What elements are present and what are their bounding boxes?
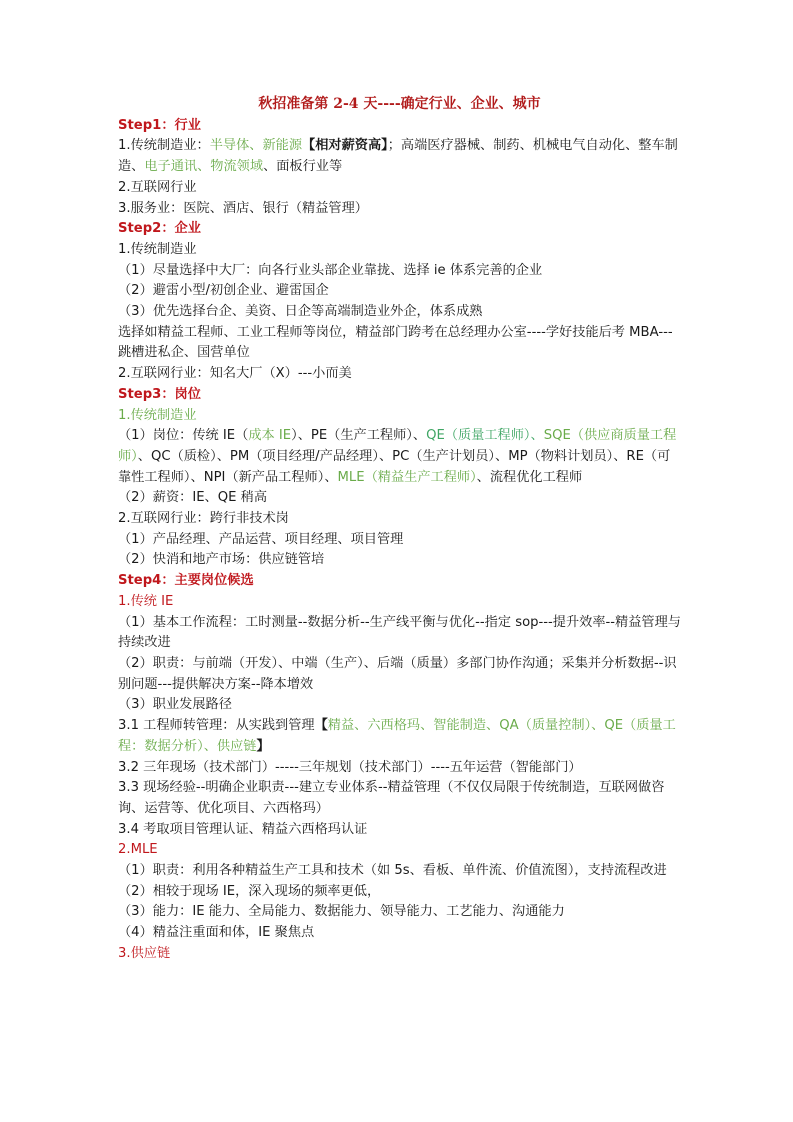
step4-bracket-close: 】	[256, 738, 270, 754]
page-title: 秋招准备第 2-4 天----确定行业、企业、城市	[258, 96, 541, 112]
step1-heading: Step1：行业	[118, 117, 201, 133]
step3-cost-ie: 成本 IE	[248, 428, 292, 444]
step1-line-1-d: ；高端医疗器械、制药、机械电气自动化、整车制造、	[118, 138, 678, 175]
step3-line-2	[118, 426, 681, 488]
step2-line-5: 选择如精益工程师、工业工程师等岗位，精益部门跨考在总经理办公室----学好技能后考 MBA---跳槽进私企、国营单位	[118, 324, 673, 361]
step4-ie-line-2: （2）职责：与前端（开发）、中端（生产）、后端（质量）多部门协作沟通；采集并分析数据--识别问题---提供解决方案--降本增效	[118, 655, 677, 692]
step3-mle: MLE（精益生产工程师）	[337, 469, 477, 485]
step4-supply-chain-heading: 3.供应链	[118, 945, 171, 961]
step3-line-6: （2）快消和地产市场：供应链管培	[118, 552, 325, 568]
step3-line-1: 1.传统制造业	[118, 407, 197, 423]
step4-mle-line-4: （4）精益注重面和体，IE 聚焦点	[118, 925, 315, 941]
step1-line-2: 2.互联网行业	[118, 179, 197, 195]
step4-management-fields: 精益、六西格玛、智能制造、QA（质量控制）、QE（质量工程：数据分析）、供应链	[118, 718, 676, 754]
step4-mle-line-1: （1）职责：利用各种精益生产工具和技术（如 5s、看板、单件流、价值流图），支持流程改进	[118, 863, 667, 879]
step4-ie-line-5: 3.2 三年现场（技术部门）-----三年规划（技术部门）----五年运营（智能部门）	[118, 759, 582, 775]
step4-ie-line-7: 3.4 考取项目管理认证、精益六西格玛认证	[118, 821, 368, 837]
step4-mle-line-2: （2）相较于现场 IE，深入现场的频率更低，	[118, 883, 381, 899]
step3-line-3: （2）薪资：IE、QE 稍高	[118, 490, 268, 506]
step1-salary-note: 【相对薪资高】	[302, 138, 388, 154]
step3-line-2-g: 、QC（质检）、PM（项目经理/产品经理）、PC（生产计划员）、MP（物料计划员）、RE（可靠性工程师）、NPI（新产品工程师）、	[118, 448, 671, 485]
step2-line-6: 2.互联网行业：知名大厂（X）---小而美	[118, 366, 352, 382]
step4-ie-line-3: （3）职业发展路径	[118, 697, 232, 713]
step3-line-5: （1）产品经理、产品运营、项目经理、项目管理	[118, 531, 404, 547]
step4-mle-heading: 2.MLE	[118, 842, 158, 858]
step1-line-3: 3.服务业：医院、酒店、银行（精益管理）	[118, 200, 368, 216]
step2-line-4: （3）优先选择台企、美资、日企等高端制造业外企，体系成熟	[118, 304, 483, 320]
step4-ie-line-1: （1）基本工作流程：工时测量--数据分析--生产线平衡与优化--指定 sop---提升效率--精益管理与持续改进	[118, 614, 681, 651]
step4-ie-line-4	[118, 716, 681, 757]
step3-line-4: 2.互联网行业：跨行非技术岗	[118, 511, 289, 527]
step1-line-1	[118, 136, 681, 177]
step2-heading: Step2：企业	[118, 221, 201, 237]
step3-heading: Step3：岗位	[118, 386, 201, 402]
step4-bracket-open: 【	[314, 718, 328, 734]
step3-line-2-i: 、流程优化工程师	[476, 469, 583, 485]
step1-highlight-telecom: 电子通讯、物流领域	[144, 159, 264, 175]
step2-line-3: （2）避雷小型/初创企业、避雷国企	[118, 283, 329, 299]
step3-sqe: SQE（供应商质量工程师）	[118, 428, 677, 464]
step3-sep: 、	[530, 428, 544, 444]
step4-heading: Step4：主要岗位候选	[118, 573, 254, 589]
step1-highlight-semiconductor: 半导体、新能源	[209, 138, 303, 154]
step3-qe: QE（质量工程师）	[426, 428, 531, 444]
step1-line-1-a: 1.传统制造业：	[118, 138, 210, 154]
step4-mle-line-3: （3）能力：IE 能力、全局能力、数据能力、领导能力、工艺能力、沟通能力	[118, 904, 565, 920]
step2-line-2: （1）尽量选择中大厂：向各行业头部企业靠拢、选择 ie 体系完善的企业	[118, 262, 543, 278]
step3-line-2-a: （1）岗位：传统 IE（	[118, 428, 249, 444]
step4-ie-line-6: 3.3 现场经验--明确企业职责---建立专业体系--精益管理（不仅仅局限于传统制造，互联网做咨询、运营等、优化项目、六西格玛）	[118, 780, 665, 816]
step4-ie-line-4-a: 3.1 工程师转管理：从实践到管理	[118, 718, 315, 734]
step2-line-1: 1.传统制造业	[118, 241, 197, 257]
step1-line-1-f: 、面板行业等	[263, 159, 343, 175]
step4-ie-heading: 1.传统 IE	[118, 593, 174, 609]
step3-line-2-c: ）、PE（生产工程师）、	[291, 428, 427, 444]
